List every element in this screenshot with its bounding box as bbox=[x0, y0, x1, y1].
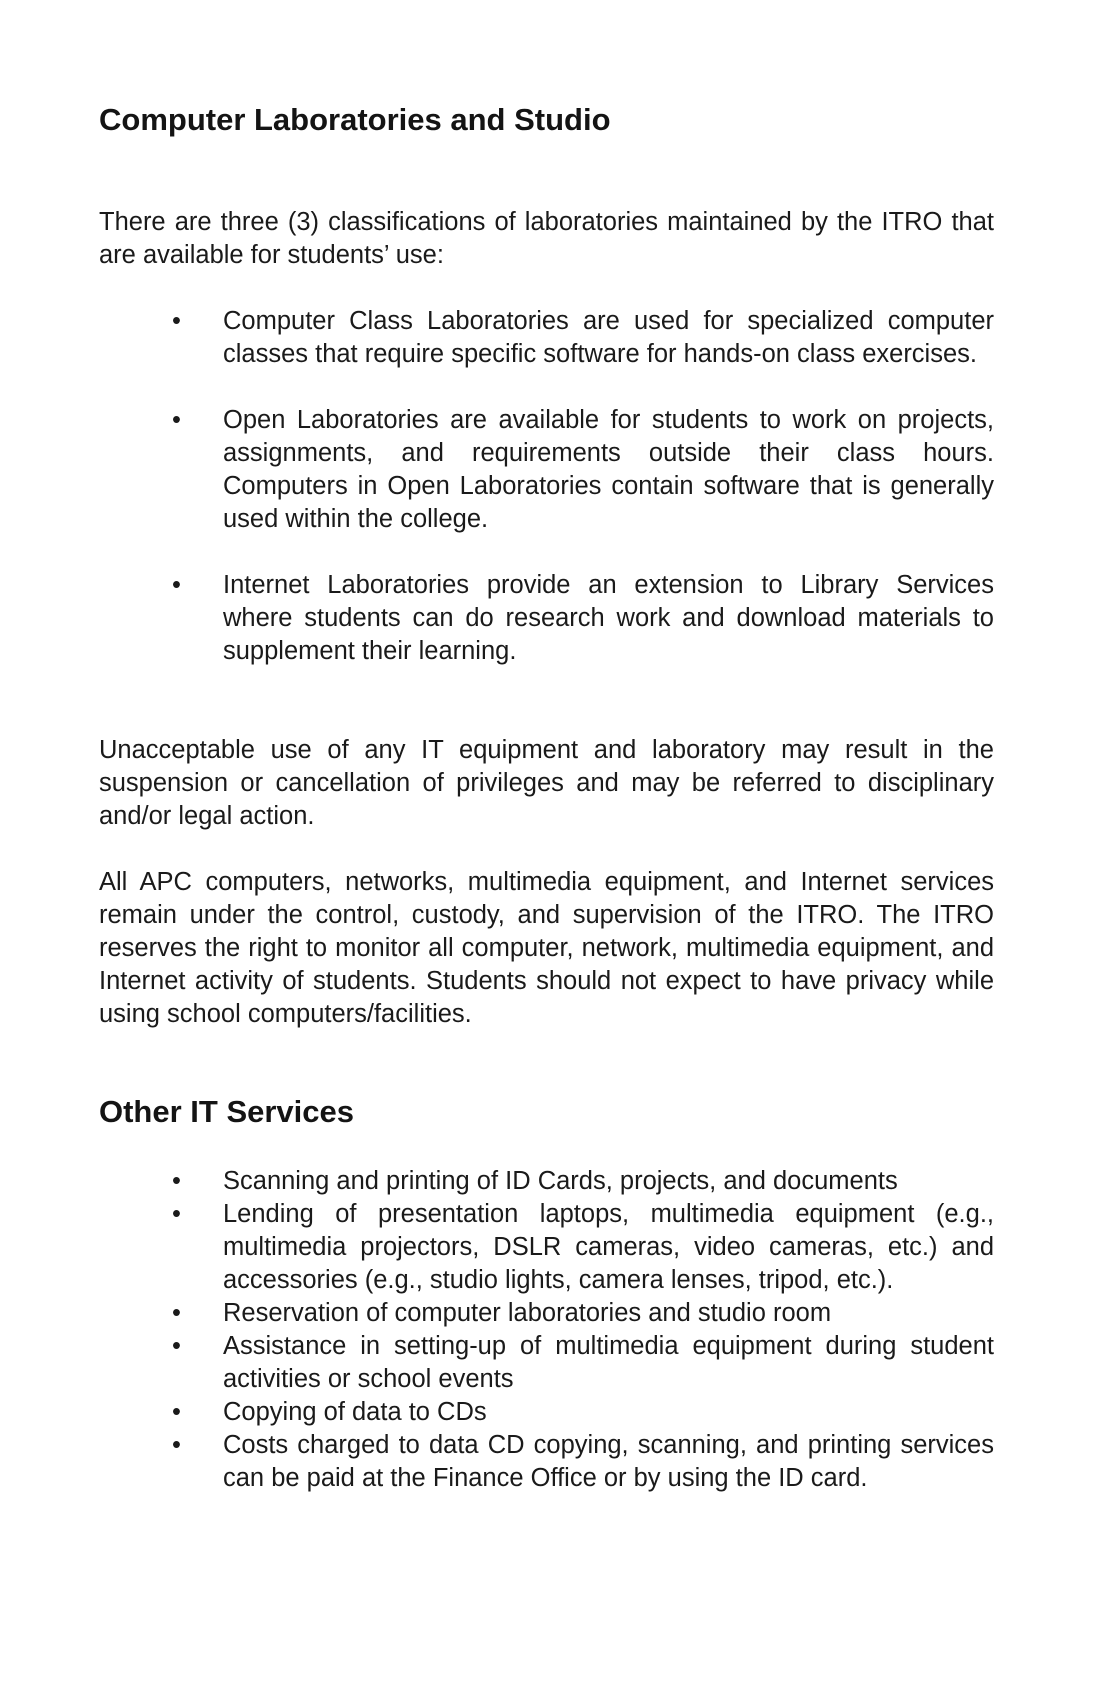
list-item-text: Costs charged to data CD copying, scanning, and printing services can be paid at the Finance Office or by using the ID card. bbox=[223, 1431, 994, 1492]
list-item-text: Reservation of computer laboratories and studio room bbox=[223, 1299, 832, 1327]
list-item-text: Open Laboratories are available for students to work on projects, assignments, and requirements outside their class hours. Computers in Open Laboratories contain software that is generally used within the college. bbox=[223, 406, 994, 533]
bullet-icon: • bbox=[172, 571, 181, 599]
bullet-icon: • bbox=[172, 1398, 181, 1426]
bullet-icon: • bbox=[172, 1200, 181, 1228]
intro-paragraph: There are three (3) classifications of laboratories maintained by the ITRO that are available for students’ use: bbox=[99, 208, 994, 269]
list-item bbox=[99, 1165, 994, 1198]
list-item bbox=[99, 305, 994, 371]
list-item bbox=[99, 1297, 994, 1330]
list-item bbox=[99, 404, 994, 536]
services-list bbox=[99, 1165, 994, 1495]
bullet-icon: • bbox=[172, 406, 181, 434]
list-item-text: Assistance in setting-up of multimedia equipment during student activities or school events bbox=[223, 1332, 994, 1393]
list-item bbox=[99, 1429, 994, 1495]
list-item bbox=[99, 1396, 994, 1429]
section-heading-computer-laboratories: Computer Laboratories and Studio bbox=[99, 102, 611, 137]
list-item-text: Computer Class Laboratories are used for specialized computer classes that require specific software for hands-on class exercises. bbox=[223, 307, 994, 368]
list-item-text: Scanning and printing of ID Cards, projects, and documents bbox=[223, 1167, 898, 1195]
control-statement-paragraph: All APC computers, networks, multimedia equipment, and Internet services remain under the control, custody, and supervision of the ITRO. The ITRO reserves the right to monitor all computer, network, multimedia equipment, and Internet activity of students. Students should not expect to have privacy while using school computers/facilities. bbox=[99, 868, 994, 1028]
list-item bbox=[99, 1198, 994, 1297]
list-item-text: Copying of data to CDs bbox=[223, 1398, 487, 1426]
list-item bbox=[99, 1330, 994, 1396]
bullet-icon: • bbox=[172, 1431, 181, 1459]
list-item-text: Lending of presentation laptops, multimedia equipment (e.g., multimedia projectors, DSLR cameras, video cameras, etc.) and accessories (e.g., studio lights, camera lenses, tripod, etc.). bbox=[223, 1200, 994, 1294]
bullet-icon: • bbox=[172, 1332, 181, 1360]
bullet-icon: • bbox=[172, 307, 181, 335]
unacceptable-use-paragraph: Unacceptable use of any IT equipment and laboratory may result in the suspension or cancellation of privileges and may be referred to disciplinary and/or legal action. bbox=[99, 736, 994, 830]
section-heading-other-it-services: Other IT Services bbox=[99, 1094, 355, 1129]
list-item-text: Internet Laboratories provide an extension to Library Services where students can do research work and download materials to supplement their learning. bbox=[223, 571, 994, 665]
bullet-icon: • bbox=[172, 1299, 181, 1327]
list-item bbox=[99, 569, 994, 668]
laboratory-types-list bbox=[99, 305, 994, 668]
bullet-icon: • bbox=[172, 1167, 181, 1195]
